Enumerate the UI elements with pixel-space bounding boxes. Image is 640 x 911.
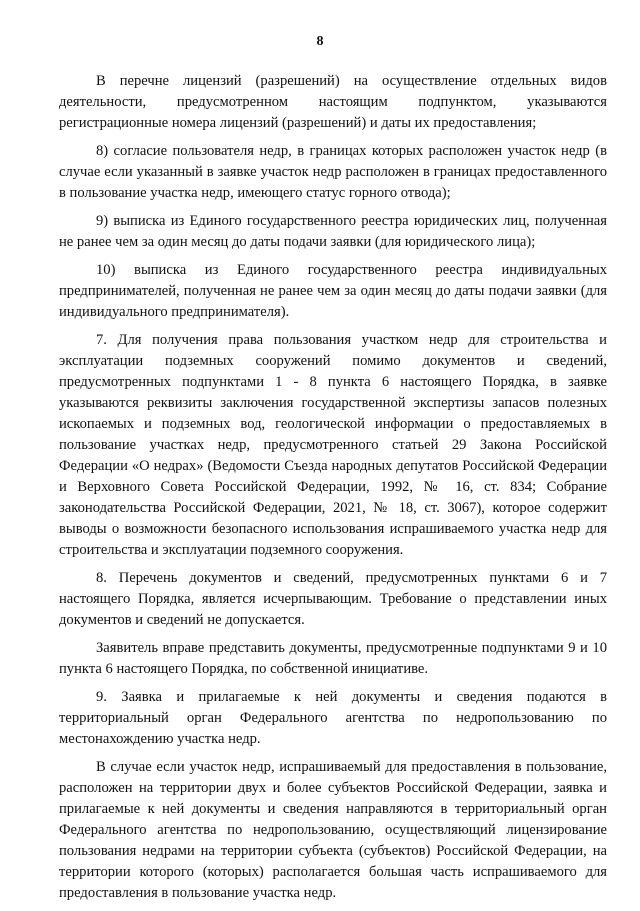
paragraph-multi-region-case: В случае если участок недр, испрашиваемый для предоставления в пользование, расположен на территории двух и более субъектов Российской Федерации, заявка и прилагаемые к ней документы и сведения направляются в территориальный орган Федерального агентства по недропользованию, осуществляющий лицензирование пользования недрами на территории субъекта (субъектов) Российской Федерации, на территории которого (которых) располагается большая часть испрашиваемого для предоставления в пользование участка недр. [59, 759, 607, 901]
page-number: 8 [316, 34, 324, 49]
paragraph-license-list: В перечне лицензий (разрешений) на осуществление отдельных видов деятельности, предусмотренном настоящим подпунктом, указываются регистрационные номера лицензий (разрешений) и даты их предоставления; [59, 73, 607, 131]
paragraph-item-10-entrepreneur-extract: 10) выписка из Единого государственного реестра индивидуальных предпринимателей, полученная не ранее чем за один месяц до даты подачи заявки (для индивидуального предпринимателя). [59, 262, 607, 320]
document-body [59, 71, 607, 911]
paragraph-item-8-consent: 8) согласие пользователя недр, в границах которых расположен участок недр (в случае если указанный в заявке участок недр расположен в границах предоставленного в пользование участка недр, имеющего статус горного отвода); [59, 143, 607, 201]
paragraph-clause-7: 7. Для получения права пользования участком недр для строительства и эксплуатации подземных сооружений помимо документов и сведений, предусмотренных подпунктами 1 - 8 пункта 6 настоящего Порядка, в заявке указываются реквизиты заключения государственной экспертизы запасов полезных ископаемых и подземных вод, геологической информации о предоставляемых в пользование участках недр, предусмотренного статьей 29 Закона Российской Федерации «О недрах» (Ведомости Съезда народных депутатов Российской Федерации и Верховного Совета Российской Федерации, 1992, № 16, ст. 834; Собрание законодательства Российской Федерации, 2021, № 18, ст. 3067), которое содержит выводы о возможности безопасного использования испрашиваемого участка недр для строительства и эксплуатации подземного сооружения. [59, 332, 607, 558]
paragraph-clause-9: 9. Заявка и прилагаемые к ней документы и сведения подаются в территориальный орган Федерального агентства по недропользованию по местонахождению участка недр. [59, 689, 607, 747]
paragraph-clause-8: 8. Перечень документов и сведений, предусмотренных пунктами 6 и 7 настоящего Порядка, является исчерпывающим. Требование о представлении иных документов и сведений не допускается. [59, 570, 607, 628]
paragraph-applicant-right: Заявитель вправе представить документы, предусмотренные подпунктами 9 и 10 пункта 6 настоящего Порядка, по собственной инициативе. [59, 640, 607, 677]
paragraph-item-9-legal-entity-extract: 9) выписка из Единого государственного реестра юридических лиц, полученная не ранее чем за один месяц до даты подачи заявки (для юридического лица); [59, 213, 607, 250]
